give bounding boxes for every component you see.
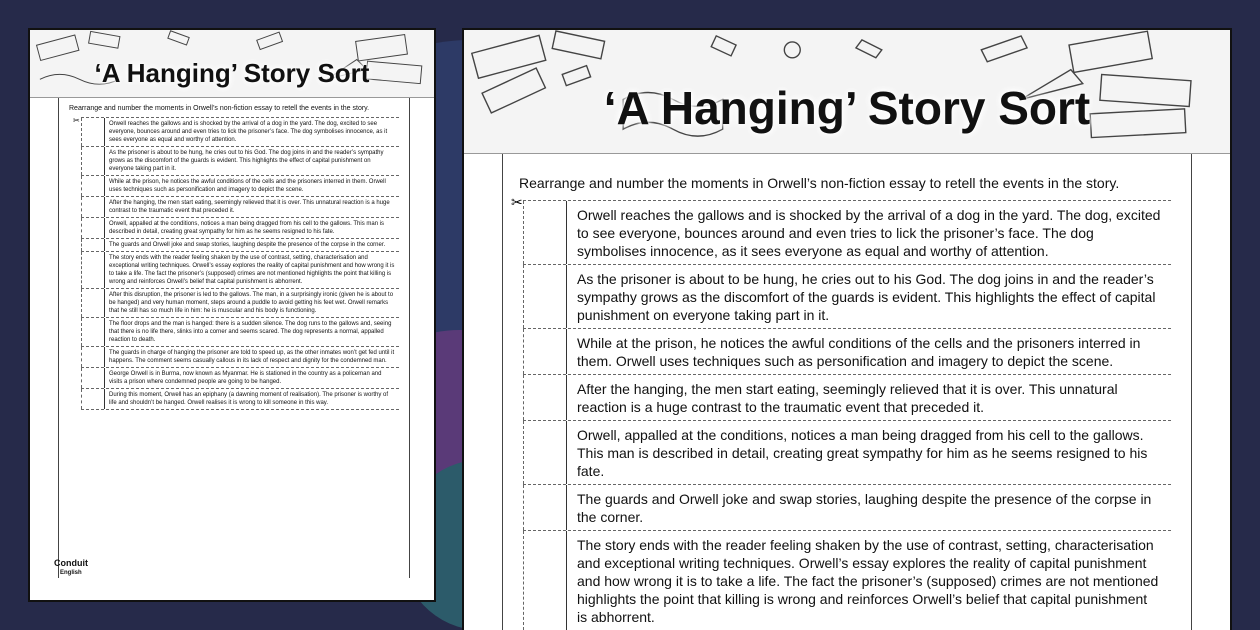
number-box[interactable] xyxy=(523,485,567,530)
page-title: ‘A Hanging’ Story Sort xyxy=(603,82,1091,134)
number-box[interactable] xyxy=(81,239,105,251)
moment-text: The story ends with the reader feeling shaken by the use of contrast, setting, characterisation and exceptional writing techniques. Orwell’s essay explores the reality of capital punishment and how wrong it is to take a life. The fact the prisoner’s (supposed) crimes are not mentioned highlights the point that killing is wrong and reinforces Orwell’s belief that capital punishment is abhorrent. xyxy=(577,537,1159,625)
moment-card[interactable] xyxy=(523,201,1171,265)
number-box[interactable] xyxy=(523,265,567,328)
cut-out-sheet xyxy=(502,154,1192,630)
moment-text: Orwell reaches the gallows and is shocked by the arrival of a dog in the yard. The dog, excited to see everyone, bounces around and even tries to lick the prisoner’s face. The dog symbolises innocence, as it sees everyone as equal and worthy of attention. xyxy=(109,121,388,143)
number-box[interactable] xyxy=(81,176,105,196)
number-box[interactable] xyxy=(81,368,105,388)
number-box[interactable] xyxy=(523,375,567,420)
moment-text: Orwell, appalled at the conditions, notices a man being dragged from his cell to the gallows. This man is described in detail, creating great sympathy for him as he seems resigned to his fate. xyxy=(577,427,1148,479)
moment-text: The guards and Orwell joke and swap stories, laughing despite the presence of the corpse in the corner. xyxy=(109,242,386,248)
moment-card[interactable] xyxy=(81,347,399,368)
number-box[interactable] xyxy=(523,201,567,264)
moment-card[interactable] xyxy=(81,318,399,347)
moment-text: As the prisoner is about to be hung, he cries out to his God. The dog joins in and the reader’s sympathy grows as the discomfort of the guards is evident. This highlights the effect of capital punishment on everyone taking part in it. xyxy=(577,271,1156,323)
number-box[interactable] xyxy=(81,389,105,409)
moment-card[interactable] xyxy=(81,368,399,389)
moment-card[interactable] xyxy=(523,375,1171,421)
moment-card[interactable] xyxy=(523,531,1171,630)
scissors-icon: ✂ xyxy=(73,116,80,125)
moment-card[interactable] xyxy=(523,485,1171,531)
page-title: ‘A Hanging’ Story Sort xyxy=(94,58,370,88)
number-box[interactable] xyxy=(81,289,105,317)
number-box[interactable] xyxy=(523,421,567,484)
moment-card[interactable] xyxy=(523,421,1171,485)
number-box[interactable] xyxy=(81,252,105,288)
moment-text: The guards in charge of hanging the prisoner are told to speed up, as the other inmates won’t get fed until it happens. The comment seems casually callous in its lack of respect and dignity for the condemned man. xyxy=(109,350,395,364)
moment-card[interactable] xyxy=(81,389,399,410)
moment-text: George Orwell is in Burma, now known as Myanmar. He is stationed in the country as a policeman and visits a prison where condemned people are going to be hanged. xyxy=(109,371,382,385)
moment-card[interactable] xyxy=(81,218,399,239)
moment-card[interactable] xyxy=(81,147,399,176)
number-box[interactable] xyxy=(523,531,567,630)
brand-sub: English xyxy=(60,570,82,576)
moment-card[interactable] xyxy=(523,265,1171,329)
instruction-text: Rearrange and number the moments in Orwell’s non-fiction essay to retell the events in the story. xyxy=(519,175,1120,191)
moment-card[interactable] xyxy=(81,252,399,289)
moment-text: The guards and Orwell joke and swap stories, laughing despite the presence of the corpse in the corner. xyxy=(577,491,1152,525)
moment-card[interactable] xyxy=(81,239,399,252)
moment-card[interactable] xyxy=(81,176,399,197)
number-box[interactable] xyxy=(81,218,105,238)
moment-text: The floor drops and the man is hanged: there is a sudden silence. The dog runs to the gallows and, seeing that there is no life there, slinks into a corner and seems scared. The dog represents a normal, appalled reaction to death. xyxy=(109,321,392,343)
number-box[interactable] xyxy=(81,147,105,175)
moment-card[interactable] xyxy=(81,197,399,218)
moment-text: While at the prison, he notices the awful conditions of the cells and the prisoners interred in them. Orwell uses techniques such as personification and imagery to depict the scene. xyxy=(109,179,386,193)
page-header xyxy=(30,30,434,98)
moment-text: Orwell, appalled at the conditions, notices a man being dragged from his cell to the gallows. This man is described in detail, creating great sympathy for him as he seems resigned to his fate. xyxy=(109,221,385,235)
moment-text: As the prisoner is about to be hung, he cries out to his God. The dog joins in and the reader’s sympathy grows as the discomfort of the guards is evident. This highlights the effect of capital punishment on everyone taking part in it. xyxy=(109,150,384,172)
moment-text: After the hanging, the men start eating, seemingly relieved that it is over. This unnatural reaction is a huge contrast to the traumatic event that preceded it. xyxy=(109,200,390,214)
number-box[interactable] xyxy=(81,197,105,217)
number-box[interactable] xyxy=(81,118,105,146)
moment-card[interactable] xyxy=(81,289,399,318)
number-box[interactable] xyxy=(81,318,105,346)
moment-text: The story ends with the reader feeling shaken by the use of contrast, setting, characterisation and exceptional writing techniques. Orwell’s essay explores the reality of capital punishment and how wrong it is to take a life. The fact the prisoner’s (supposed) crimes are not mentioned highlights the point that killing is wrong and reinforces Orwell’s belief that capital punishment is abhorrent. xyxy=(109,255,395,285)
moment-list xyxy=(81,117,399,410)
cut-out-sheet xyxy=(58,98,410,578)
moment-text: Orwell reaches the gallows and is shocked by the arrival of a dog in the yard. The dog, excited to see everyone, bounces around and even tries to lick the prisoner’s face. The dog symbolises innocence, as it sees everyone as equal and worthy of attention. xyxy=(577,207,1161,259)
scissors-icon: ✂ xyxy=(511,194,523,210)
instruction-text: Rearrange and number the moments in Orwell’s non-fiction essay to retell the events in the story. xyxy=(69,105,370,112)
moment-text: After this disruption, the prisoner is led to the gallows. The man, in a surprisingly ironic (given he is about to be hanged) and very human moment, steps around a puddle to avoid getting his feet wet. Orwell remarks that he still has so much life in him: he is muscular and his body is functioning. xyxy=(109,292,394,314)
page-header xyxy=(464,30,1230,154)
worksheet-preview-large xyxy=(462,28,1232,630)
moment-card[interactable] xyxy=(81,118,399,147)
moment-text: During this moment, Orwell has an epiphany (a dawning moment of realisation). The prisoner is worthy of life and shouldn’t be hanged. Orwell realises it is wrong to kill someone in this way. xyxy=(109,392,389,406)
moment-list xyxy=(523,200,1171,630)
brand-logo xyxy=(54,558,88,578)
number-box[interactable] xyxy=(81,347,105,367)
worksheet-preview-small xyxy=(28,28,436,602)
number-box[interactable] xyxy=(523,329,567,374)
moment-card[interactable] xyxy=(523,329,1171,375)
moment-text: After the hanging, the men start eating, seemingly relieved that it is over. This unnatural reaction is a huge contrast to the traumatic event that preceded it. xyxy=(577,381,1118,415)
moment-text: While at the prison, he notices the awful conditions of the cells and the prisoners interred in them. Orwell uses techniques such as personification and imagery to depict the scene. xyxy=(577,335,1141,369)
brand-name: Conduit xyxy=(54,558,88,568)
